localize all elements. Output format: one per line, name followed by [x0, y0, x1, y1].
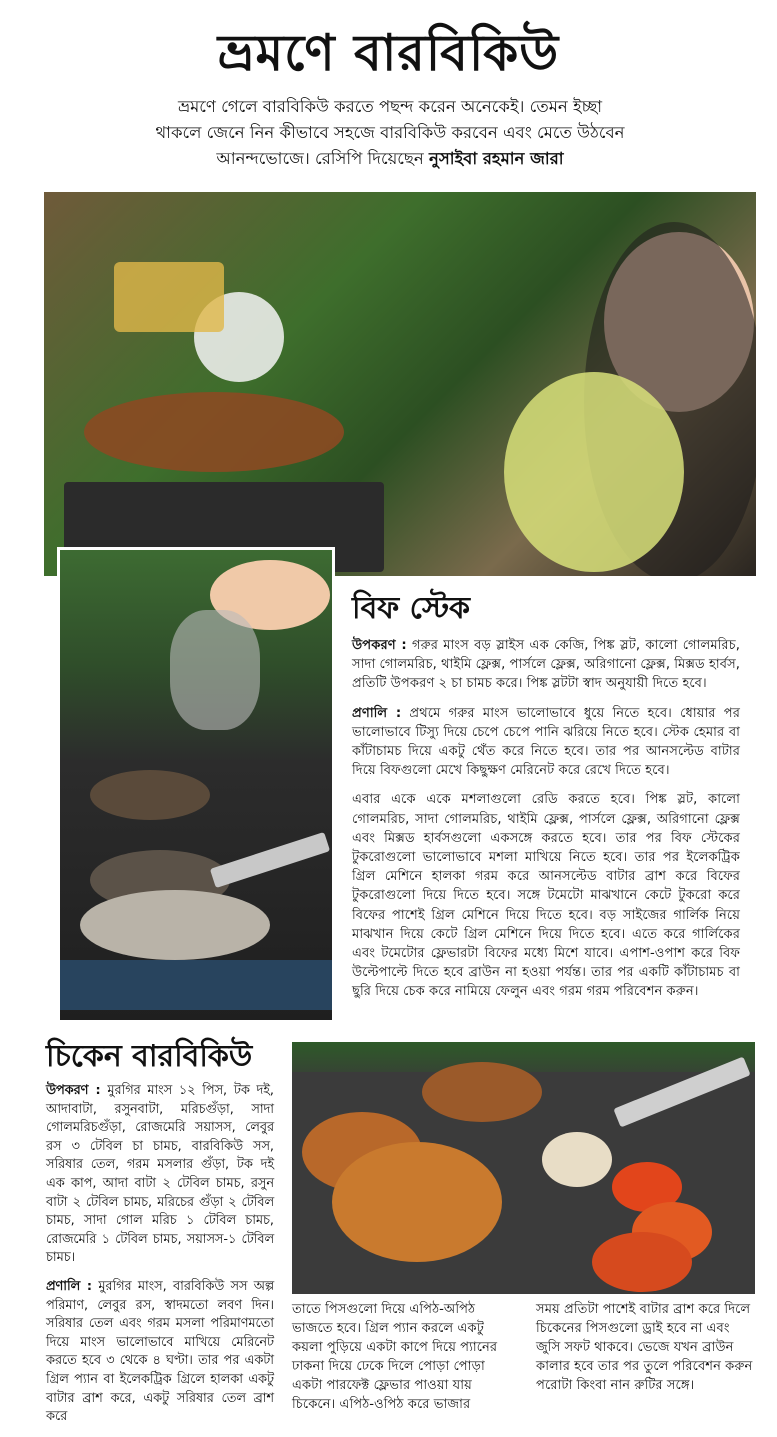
hero-photo [44, 192, 756, 576]
chicken-method [46, 1278, 274, 1427]
beef-method-text: প্রথমে গরুর মাংস ভালোভাবে ধুয়ে নিতে হবে। ধোয়ার পর ভালোভাবে টিস্যু দিয়ে চেপে চেপে পানি ঝরিয়ে নিতে হবে। স্টেক হেমার বা কাঁটাচামচ দিয়ে একটু থেঁত করে নিতে হবে। তার পর আনসল্টেড বাটার দিয়ে বিফগুলো মেখে কিছুক্ষণ মেরিনেট করে রেখে দিতে হবে। [352, 705, 741, 779]
beef-method [352, 704, 740, 781]
beef-method-label: প্রণালি : [352, 705, 402, 721]
intro-line-3: আনন্দভোজে। রেসিপি দিয়েছেন [216, 149, 430, 168]
chicken-photo [292, 1042, 755, 1294]
chicken-col-3: সময় প্রতিটা পাশেই বাটার ব্রাশ করে দিলে চিকেনের পিসগুলো ড্রাই হবে না এবং জুসি সফট থাকবে। ভেজে যখন ব্রাউন কালার হবে তার পর তুলে পরিবেশন করুন পরোটা কিংবা নান রুটির সঙ্গে। [536, 1302, 753, 1393]
chicken-equipment [46, 1082, 274, 1268]
author-name: নুসাইবা রহমান জারা [429, 149, 564, 168]
intro-text [110, 94, 670, 172]
intro-line-1: ভ্রমণে গেলে বারবিকিউ করতে পছন্দ করেন অনেকেই। তেমন ইচ্ছা [177, 97, 602, 116]
chicken-method-text: মুরগির মাংস, বারবিকিউ সস অল্প পরিমাণ, লেবুর রস, স্বাদমতো লবণ দিন। সরিষার তেল এবং গরম মসলা পরিমাণমতো দিয়ে মাংস ভালোভাবে মাখিয়ে মেরিনেট করতে হবে ৩ থেকে ৪ ঘণ্টা। তার পর একটা গ্রিল প্যান বা ইলেকট্রিক গ্রিলে হালকা একটু বাটার ব্রাশ করে, একটু সরিষার তেল ব্রাশ করে [46, 1278, 274, 1425]
steak-photo [57, 547, 335, 1023]
intro-line-2: থাকলে জেনে নিন কীভাবে সহজে বারবিকিউ করবেন এবং মেতে উঠবেন [155, 123, 625, 142]
chicken-body [46, 1082, 274, 1437]
chicken-col-2: তাতে পিসগুলো দিয়ে এপিঠ-অপিঠ ভাজতে হবে। গ্রিল প্যান করলে একটু কয়লা পুড়িয়ে একটা কাপে দিয়ে প্যানের ঢাকনা দিয়ে ঢেকে দিলে পোড়া পোড়া একটা পারফেক্ট ফ্লেভার পাওয়া যায় চিকেনে। এপিঠ-ওপিঠ করে ভাজার [292, 1302, 498, 1412]
chicken-equipment-label: উপকরণ : [46, 1083, 101, 1098]
beef-equipment-label: উপকরণ : [352, 638, 407, 653]
chicken-heading: চিকেন বারবিকিউ [46, 1039, 253, 1074]
beef-equipment-text: গরুর মাংস বড় স্লাইস এক কেজি, পিঙ্ক স্লট, কালো গোলমরিচ, সাদা গোলমরিচ, থাইমি ফ্লেক্স, পার্সলে ফ্লেক্স, অরিগানো ফ্লেক্স, মিক্সড হার্বস, প্রতিটি উপকরণ ২ চা চামচ করে। পিঙ্ক স্লটটা স্বাদ অনুযায়ী দিতে হবে। [352, 638, 740, 692]
beef-heading: বিফ স্টেক [352, 591, 471, 626]
beef-equipment [352, 636, 740, 694]
page-title: ভ্রমণে বারবিকিউ [217, 24, 560, 82]
chicken-method-label: প্রণালি : [46, 1278, 93, 1294]
beef-method-2: এবার একে একে মশলাগুলো রেডি করতে হবে। পিঙ্ক স্লট, কালো গোলমরিচ, সাদা গোলমরিচ, থাইমি ফ্লেক্স, পার্সলে ফ্লেক্স, অরিগানো ফ্লেক্স এবং মিক্সড হার্বসগুলো একসঙ্গে করতে হবে। তার পর বিফ স্টেকের টুকরোগুলো ভালোভাবে মশলা মাখিয়ে নিতে হবে। তার পর ইলেকট্রিক গ্রিল মেশিনে হালকা গরম করে আনসল্টেড বাটার ব্রাশ করে বিফের টুকরোগুলো দিয়ে দিতে হবে। সঙ্গে টমেটো মাঝখানে কেটে টুকরো করে বিফের পাশেই গ্রিল মেশিনে দিয়ে দিতে হবে। বড় সাইজের গার্লিক নিয়ে মাঝখান দিয়ে কেটে গ্রিল মেশিনে দিয়ে দিতে হবে। এতে করে গার্লিকের এবং টমেটোর ফ্লেভারটা বিফের মধ্যে মিশে যাবে। এপাশ-ওপাশ করে বিফ উল্টেপাল্টে দিতে হবে ব্রাউন না হওয়া পর্যন্ত। তার পর একটি কাঁটাচামচ বা ছুরি দিয়ে চেক করে নামিয়ে ফেলুন এবং গরম গরম পরিবেশন করুন। [352, 792, 740, 1000]
chicken-equipment-text: মুরগির মাংস ১২ পিস, টক দই, আদাবাটা, রসুনবাটা, মরিচগুঁড়া, সাদা গোলমরিচগুঁড়া, রোজমেরি সয়াসস, লেবুর রস ৩ টেবিল চা চামচ, বারবিকিউ সস, সরিষার তেল, গরম মসলার গুঁড়া, টক দই এক কাপ, আদা বাটা ২ টেবিল চামচ, রসুন বাটা ২ টেবিল চামচ, মরিচের গুঁড়া ২ টেবিল চামচ, সাদা গোল মরিচ ১ টেবিল চামচ, রোজমেরি ১ টেবিল চামচ, সয়াসস-১ টেবিল চামচ। [46, 1083, 274, 1266]
beef-body [352, 636, 740, 1012]
